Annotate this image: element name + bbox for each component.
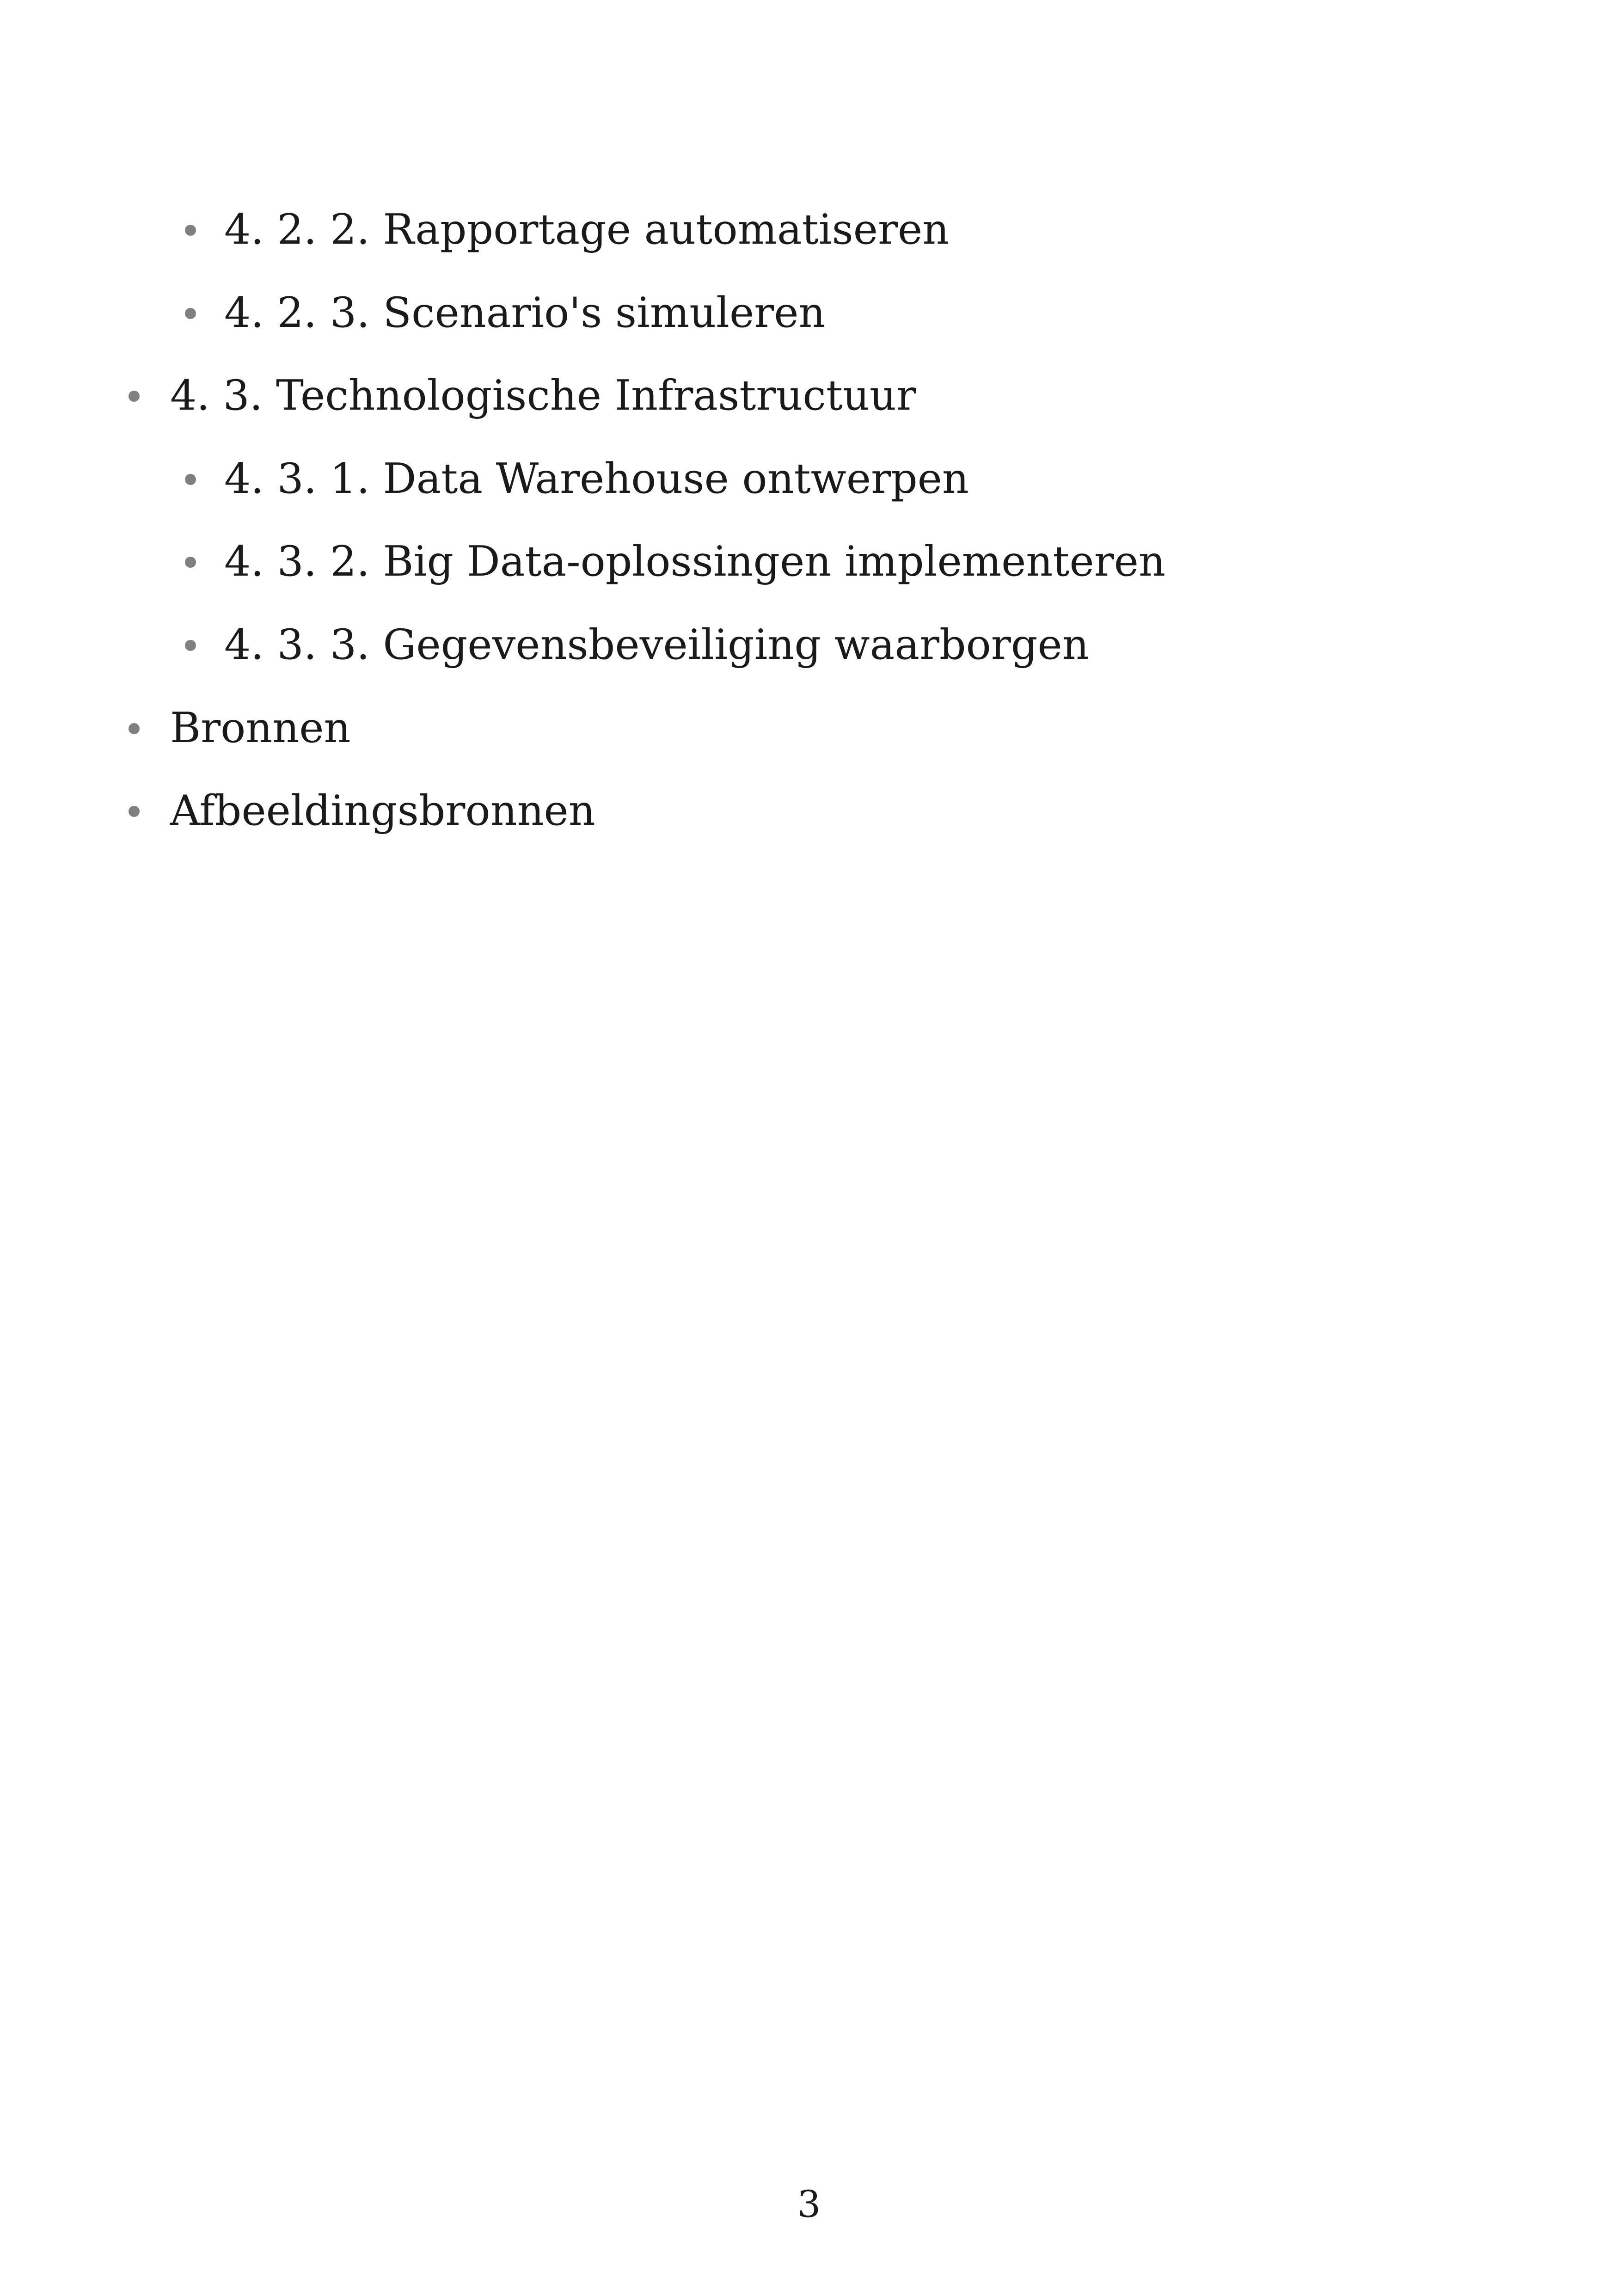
bullet-icon xyxy=(185,474,196,485)
toc-entry-4-3-2: 4. 3. 2. Big Data-oplossingen implementeren xyxy=(224,537,1165,586)
toc-entry-4-2-3: 4. 2. 3. Scenario's simuleren xyxy=(224,289,826,337)
bullet-icon xyxy=(185,308,196,319)
bullet-icon xyxy=(129,723,140,734)
toc-entry-4-3: 4. 3. Technologische Infrastructuur xyxy=(170,371,916,420)
toc-entry-4-2-2: 4. 2. 2. Rapportage automatiseren xyxy=(224,205,950,254)
page-number: 3 xyxy=(797,2183,821,2226)
toc-entry-4-3-1: 4. 3. 1. Data Warehouse ontwerpen xyxy=(224,454,969,503)
toc-entry-4-3-3: 4. 3. 3. Gegevensbeveiliging waarborgen xyxy=(224,620,1089,669)
bullet-icon xyxy=(185,557,196,568)
bullet-icon xyxy=(129,806,140,817)
bullet-icon xyxy=(185,225,196,236)
toc-entry-afbeeldingsbronnen: Afbeeldingsbronnen xyxy=(170,786,595,835)
bullet-icon xyxy=(185,640,196,651)
toc-entry-bronnen: Bronnen xyxy=(170,704,351,752)
bullet-icon xyxy=(129,391,140,402)
